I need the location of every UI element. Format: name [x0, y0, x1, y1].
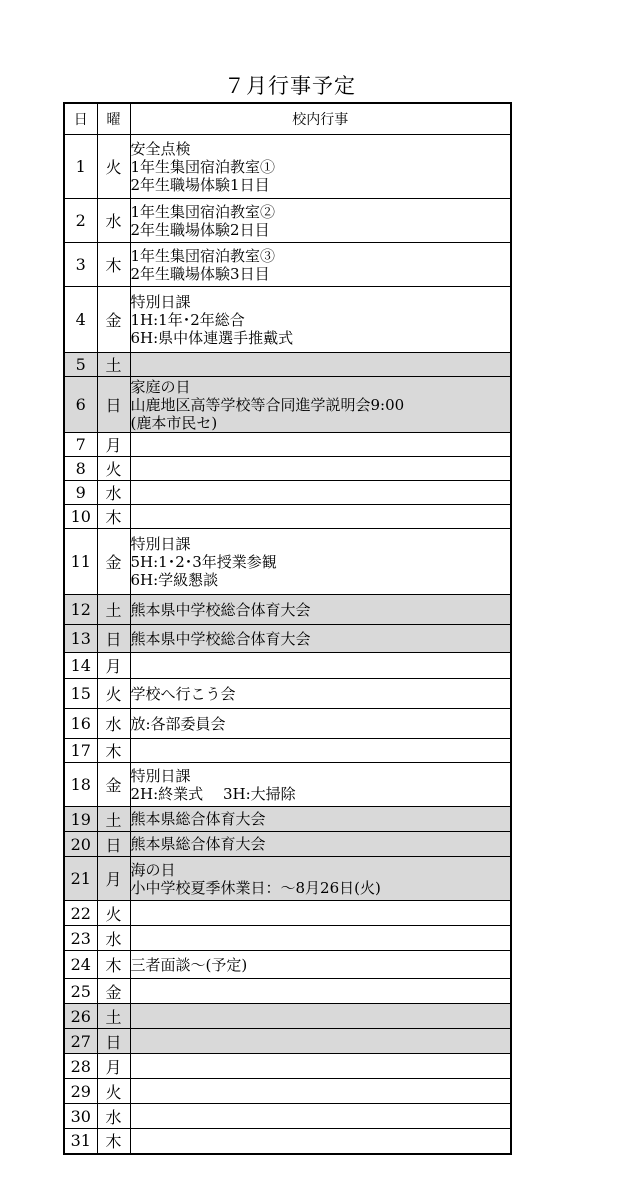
events-cell: [130, 979, 511, 1004]
events-cell: [130, 481, 511, 505]
table-row: [64, 287, 511, 353]
weekday-cell: 火: [97, 901, 130, 926]
table-row: [64, 739, 511, 763]
weekday-cell: 水: [97, 926, 130, 951]
events-cell: [130, 926, 511, 951]
table-row: [64, 1004, 511, 1029]
day-cell: 13: [64, 625, 97, 653]
day-cell: 6: [64, 377, 97, 433]
day-cell: 21: [64, 857, 97, 901]
day-cell: 11: [64, 529, 97, 595]
weekday-cell: 日: [97, 1029, 130, 1054]
weekday-cell: 土: [97, 1004, 130, 1029]
event-line: 安全点検: [130, 139, 191, 158]
table-row: [64, 377, 511, 433]
day-cell: 4: [64, 287, 97, 353]
weekday-cell: 金: [97, 979, 130, 1004]
weekday-cell: 月: [97, 857, 130, 901]
day-cell: 8: [64, 457, 97, 481]
weekday-cell: 月: [97, 653, 130, 679]
schedule-body: [64, 135, 511, 1154]
event-line: 三者面談～(予定): [130, 955, 248, 974]
weekday-cell: 土: [97, 353, 130, 377]
table-row: [64, 481, 511, 505]
events-cell: [130, 951, 511, 979]
weekday-cell: 金: [97, 763, 130, 807]
events-cell: [130, 1054, 511, 1079]
event-line: 5H:1･2･3年授業参観: [130, 552, 277, 571]
table-row: [64, 857, 511, 901]
event-line: 1年生集団宿泊教室①: [130, 157, 276, 176]
day-cell: 3: [64, 243, 97, 287]
header-events: 校内行事: [130, 103, 511, 135]
table-row: [64, 1129, 511, 1154]
events-cell: [130, 1079, 511, 1104]
table-row: [64, 926, 511, 951]
day-cell: 22: [64, 901, 97, 926]
events-cell: [130, 1004, 511, 1029]
weekday-cell: 日: [97, 832, 130, 857]
events-cell: [130, 763, 511, 807]
events-cell: [130, 857, 511, 901]
events-cell: [130, 807, 511, 832]
weekday-cell: 火: [97, 457, 130, 481]
day-cell: 29: [64, 1079, 97, 1104]
table-row: [64, 529, 511, 595]
table-row: [64, 709, 511, 739]
header-day: 日: [64, 103, 97, 135]
weekday-cell: 金: [97, 287, 130, 353]
events-cell: [130, 287, 511, 353]
event-line: 熊本県中学校総合体育大会: [130, 600, 311, 619]
weekday-cell: 日: [97, 625, 130, 653]
weekday-cell: 木: [97, 739, 130, 763]
weekday-cell: 水: [97, 709, 130, 739]
weekday-cell: 日: [97, 377, 130, 433]
table-row: [64, 1029, 511, 1054]
day-cell: 5: [64, 353, 97, 377]
table-row: [64, 625, 511, 653]
day-cell: 14: [64, 653, 97, 679]
weekday-cell: 木: [97, 1129, 130, 1154]
weekday-cell: 土: [97, 595, 130, 625]
header-row: [64, 103, 511, 135]
event-line: 放:各部委員会: [130, 714, 226, 733]
event-line: 6H:学級懇談: [130, 570, 219, 589]
table-row: [64, 679, 511, 709]
events-cell: [130, 739, 511, 763]
event-line: 2年生職場体験1日目: [130, 175, 270, 194]
event-line: 熊本県中学校総合体育大会: [130, 629, 311, 648]
table-row: [64, 595, 511, 625]
weekday-cell: 水: [97, 1104, 130, 1129]
events-cell: [130, 199, 511, 243]
day-cell: 16: [64, 709, 97, 739]
event-line: 1年生集団宿泊教室③: [130, 246, 276, 265]
events-cell: [130, 457, 511, 481]
weekday-cell: 土: [97, 807, 130, 832]
event-line: 2H:終業式 3H:大掃除: [130, 784, 296, 803]
events-cell: [130, 1129, 511, 1154]
weekday-cell: 月: [97, 1054, 130, 1079]
weekday-cell: 水: [97, 481, 130, 505]
event-line: 1年生集団宿泊教室②: [130, 202, 276, 221]
event-line: 熊本県総合体育大会: [130, 835, 266, 853]
event-line: 小中学校夏季休業日：～8月26日(火): [130, 878, 381, 897]
table-row: [64, 763, 511, 807]
event-line: 家庭の日: [130, 377, 191, 396]
events-cell: [130, 1104, 511, 1129]
day-cell: 18: [64, 763, 97, 807]
events-cell: [130, 832, 511, 857]
table-row: [64, 807, 511, 832]
page-title: ７月行事予定: [224, 74, 356, 98]
day-cell: 23: [64, 926, 97, 951]
day-cell: 12: [64, 595, 97, 625]
table-row: [64, 653, 511, 679]
events-cell: [130, 433, 511, 457]
table-row: [64, 1054, 511, 1079]
weekday-cell: 火: [97, 679, 130, 709]
events-cell: [130, 679, 511, 709]
events-cell: [130, 243, 511, 287]
day-cell: 24: [64, 951, 97, 979]
event-line: 1H:1年･2年総合: [130, 310, 245, 329]
weekday-cell: 火: [97, 135, 130, 199]
day-cell: 1: [64, 135, 97, 199]
day-cell: 31: [64, 1129, 97, 1154]
day-cell: 9: [64, 481, 97, 505]
table-row: [64, 505, 511, 529]
event-line: 特別日課: [130, 766, 191, 785]
weekday-cell: 月: [97, 433, 130, 457]
event-line: 2年生職場体験2日目: [130, 220, 270, 239]
header-weekday: 曜: [97, 103, 130, 135]
table-row: [64, 979, 511, 1004]
table-row: [64, 951, 511, 979]
table-row: [64, 901, 511, 926]
table-row: [64, 135, 511, 199]
day-cell: 2: [64, 199, 97, 243]
weekday-cell: 木: [97, 951, 130, 979]
events-cell: [130, 709, 511, 739]
events-cell: [130, 135, 511, 199]
table-row: [64, 1079, 511, 1104]
event-line: 2年生職場体験3日目: [130, 264, 270, 283]
day-cell: 26: [64, 1004, 97, 1029]
table-row: [64, 832, 511, 857]
event-line: 6H:県中体連選手推戴式: [130, 328, 294, 347]
day-cell: 10: [64, 505, 97, 529]
events-cell: [130, 377, 511, 433]
event-line: 山鹿地区高等学校等合同進学説明会9:00: [130, 395, 405, 414]
weekday-cell: 木: [97, 243, 130, 287]
table-row: [64, 457, 511, 481]
day-cell: 28: [64, 1054, 97, 1079]
day-cell: 25: [64, 979, 97, 1004]
day-cell: 15: [64, 679, 97, 709]
events-cell: [130, 901, 511, 926]
event-line: (鹿本市民セ): [130, 413, 218, 432]
weekday-cell: 火: [97, 1079, 130, 1104]
event-line: 学校へ行こう会: [130, 684, 236, 703]
day-cell: 30: [64, 1104, 97, 1129]
table-row: [64, 353, 511, 377]
event-line: 海の日: [130, 860, 176, 879]
schedule-table: [63, 102, 512, 1155]
weekday-cell: 木: [97, 505, 130, 529]
table-row: [64, 199, 511, 243]
weekday-cell: 水: [97, 199, 130, 243]
event-line: 特別日課: [130, 534, 191, 553]
day-cell: 7: [64, 433, 97, 457]
event-line: 特別日課: [130, 292, 191, 311]
day-cell: 17: [64, 739, 97, 763]
events-cell: [130, 529, 511, 595]
events-cell: [130, 595, 511, 625]
events-cell: [130, 625, 511, 653]
events-cell: [130, 353, 511, 377]
day-cell: 20: [64, 832, 97, 857]
weekday-cell: 金: [97, 529, 130, 595]
events-cell: [130, 505, 511, 529]
table-row: [64, 433, 511, 457]
day-cell: 19: [64, 807, 97, 832]
events-cell: [130, 1029, 511, 1054]
event-line: 熊本県総合体育大会: [130, 810, 266, 828]
table-row: [64, 1104, 511, 1129]
table-row: [64, 243, 511, 287]
day-cell: 27: [64, 1029, 97, 1054]
events-cell: [130, 653, 511, 679]
